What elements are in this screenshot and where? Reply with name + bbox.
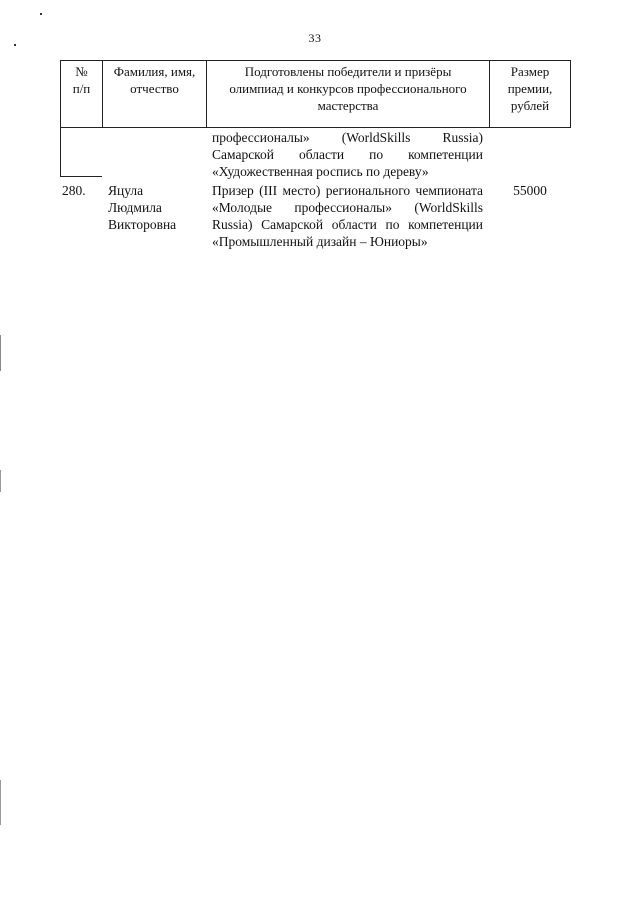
header-description-line: Подготовлены победители и призёры: [244, 64, 452, 79]
row-number: 280.: [62, 183, 86, 198]
header-name: [103, 61, 207, 128]
description-line: Призер (III место) регионального чемпионата: [212, 183, 483, 198]
header-name-line: отчество: [130, 81, 179, 96]
word: области: [299, 147, 345, 162]
scan-edge-mark: [0, 470, 1, 492]
word: (WorldSkills: [341, 130, 411, 145]
description-line: [212, 129, 483, 146]
description-line: «Промышленный дизайн – Юниоры»: [212, 234, 428, 249]
word: Самарской: [212, 147, 275, 162]
header-amount-line: Размер: [510, 64, 550, 79]
row-name: [108, 182, 204, 233]
name-line: Людмила: [108, 200, 162, 215]
header-description: [207, 61, 490, 128]
scan-speck: [40, 13, 42, 15]
header-amount-line: премии,: [507, 81, 553, 96]
page-number: 33: [308, 31, 322, 45]
row-amount: 55000: [513, 183, 547, 198]
description-line: [212, 146, 483, 163]
header-num-line: п/п: [72, 81, 91, 96]
scan-edge-mark: [0, 780, 1, 825]
scan-speck: [14, 44, 16, 46]
header-num-line: №: [75, 64, 88, 79]
word: профессионалы»: [212, 130, 310, 145]
header-description-line: мастерства: [317, 98, 379, 113]
description-line: «Молодые профессионалы» (WorldSkills: [212, 200, 483, 215]
word: Russia): [442, 130, 483, 145]
description-line: Russia) Самарской области по компетенции: [212, 217, 483, 232]
header-amount: [490, 61, 571, 128]
row-description: [212, 182, 483, 250]
header-name-line: Фамилия, имя,: [113, 64, 196, 79]
header-num: [61, 61, 103, 128]
description-line: «Художественная роспись по дереву»: [212, 164, 429, 179]
name-line: Яцула: [108, 183, 144, 198]
word: компетенции: [408, 147, 483, 162]
table-border-bottom: [60, 176, 102, 177]
name-line: Викторовна: [108, 217, 177, 232]
continuation-description: [212, 129, 483, 180]
scan-edge-mark: [0, 335, 1, 371]
header-description-line: олимпиад и конкурсов профессионального: [229, 81, 467, 96]
table-border-left: [60, 128, 61, 177]
word: по: [369, 147, 384, 162]
table-header: [60, 60, 571, 128]
header-amount-line: рублей: [510, 98, 550, 113]
